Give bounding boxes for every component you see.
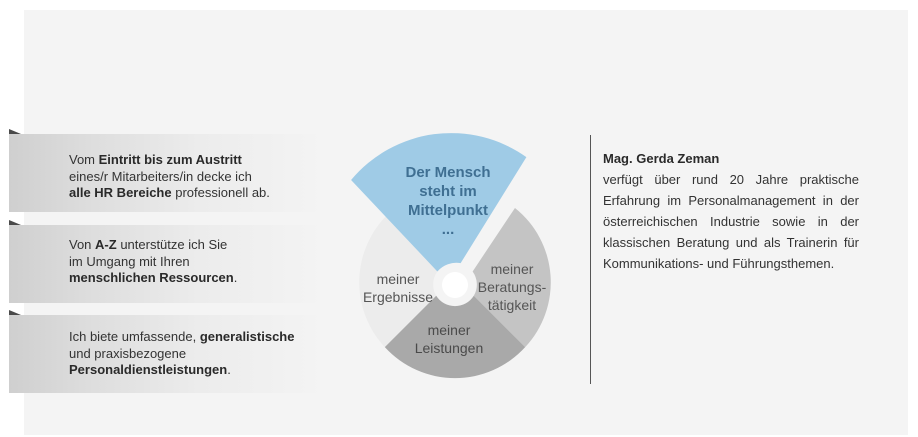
bold-text: A-Z bbox=[95, 237, 117, 252]
segment-label-line: Ergebnisse bbox=[362, 289, 434, 305]
bio-section bbox=[603, 148, 859, 274]
bold-text: alle HR Bereiche bbox=[69, 185, 172, 200]
segment-label-line: Der Mensch bbox=[405, 164, 491, 181]
text-run: und praxisbezogene bbox=[69, 345, 187, 361]
tab-notch bbox=[9, 129, 21, 134]
bio-description: verfügt über rund 20 Jahre praktische Erfahrung im Personalmanagement in der österreichischen Industrie sowie in der klassischen Beratung und als Trainerin für Kommunikations- und Führungsthemen. bbox=[603, 172, 859, 271]
segment-label-line: ... bbox=[441, 221, 455, 238]
text-run: unterstütze ich Sie bbox=[116, 237, 228, 252]
bold-text: Eintritt bis zum Austritt bbox=[98, 152, 242, 167]
text-run: professionell ab. bbox=[171, 185, 270, 200]
bold-text: menschlichen Ressourcen bbox=[69, 270, 234, 285]
text-run: . bbox=[233, 270, 238, 285]
services-tab bbox=[9, 315, 325, 393]
tab-text-line bbox=[69, 270, 319, 287]
tab-text-line bbox=[69, 346, 319, 363]
segment-label-line: steht im bbox=[419, 183, 477, 200]
segment-label-line: meiner bbox=[427, 322, 471, 338]
bold-text: generalistische bbox=[199, 329, 295, 344]
segment-label-line: meiner bbox=[376, 271, 420, 287]
tab-notch bbox=[9, 220, 21, 225]
hr-areas-tab bbox=[9, 134, 325, 212]
bold-text: Personaldienstleistungen bbox=[69, 362, 228, 377]
tab-text-line bbox=[69, 362, 319, 379]
tab-notch bbox=[9, 310, 21, 315]
segment-label-line: meiner bbox=[490, 261, 534, 277]
tab-text-line bbox=[69, 329, 319, 346]
human-centered-diagram bbox=[340, 125, 560, 395]
tab-text-line bbox=[69, 185, 319, 202]
segment-label-line: tätigkeit bbox=[487, 297, 537, 313]
human-resources-tab bbox=[9, 225, 325, 303]
text-run: Ich biete umfassende, bbox=[69, 329, 200, 344]
services-text bbox=[69, 329, 319, 379]
segment-label-line: Mittelpunkt bbox=[408, 202, 488, 219]
tab-text-line bbox=[69, 152, 319, 169]
hr-areas-text bbox=[69, 152, 319, 202]
divider-line bbox=[590, 135, 591, 384]
tab-text-line bbox=[69, 237, 319, 254]
tab-text-line bbox=[69, 254, 319, 271]
bio-name: Mag. Gerda Zeman bbox=[603, 151, 720, 166]
text-run: im Umgang mit Ihren bbox=[69, 253, 190, 269]
text-run: eines/r Mitarbeiters/in decke ich bbox=[69, 168, 252, 184]
text-run: Vom bbox=[69, 152, 99, 167]
human-resources-text bbox=[69, 237, 319, 287]
tab-text-line bbox=[69, 169, 319, 186]
segment-label-line: Beratungs- bbox=[477, 279, 547, 295]
center-circle bbox=[442, 272, 468, 298]
text-run: Von bbox=[69, 237, 96, 252]
text-run: . bbox=[227, 362, 231, 377]
segment-label-line: Leistungen bbox=[414, 340, 484, 356]
